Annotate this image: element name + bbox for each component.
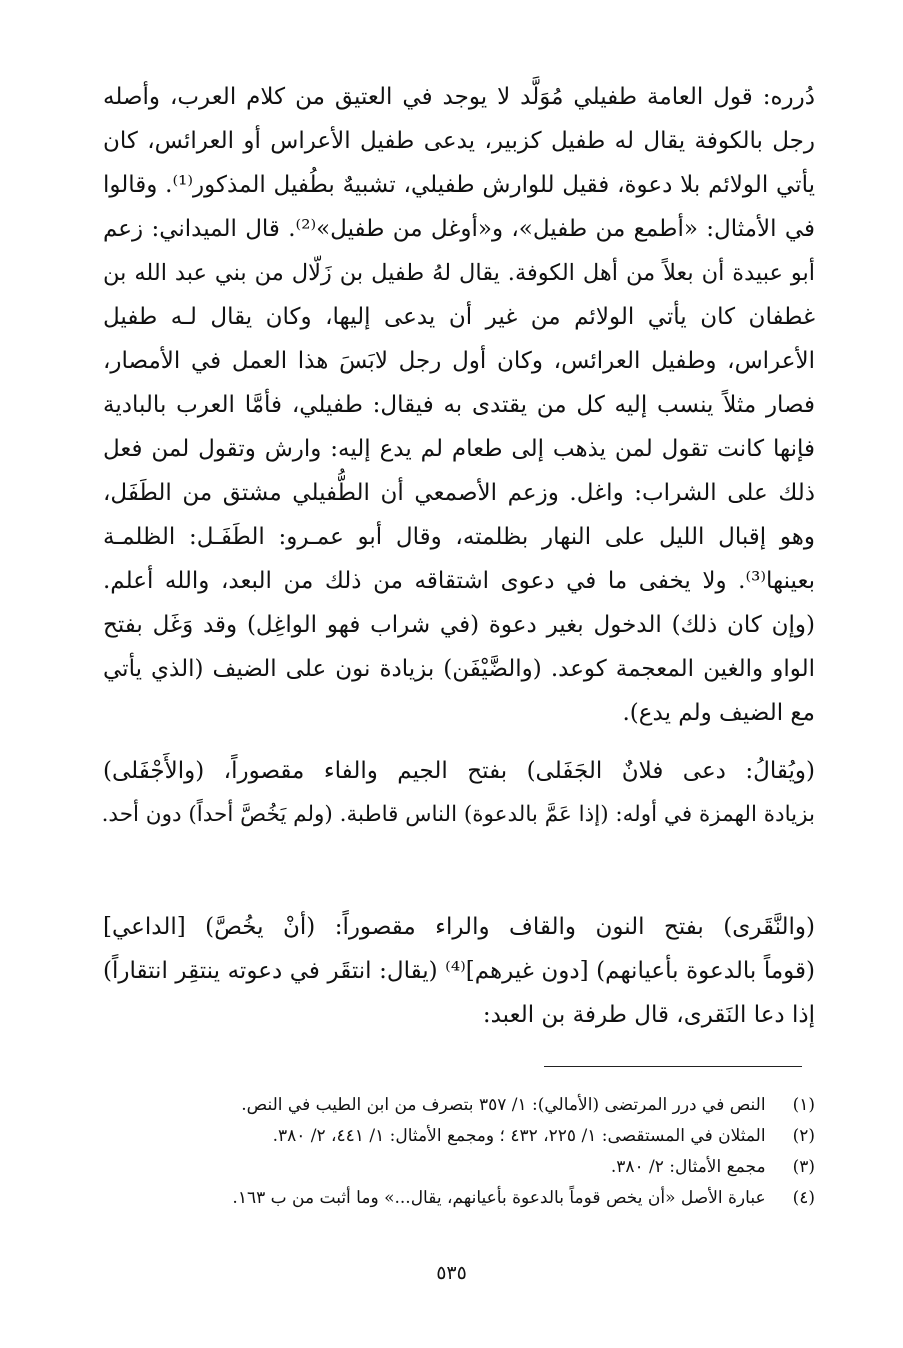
body-line: دُرره: قول العامة طفيلي مُوَلَّد لا يوجد في العتيق من كلام العرب، وأصله (103, 84, 815, 110)
body-line: في الأمثال: «أطمع من طفيل»، و«أوغل من طفيل»⁽²⁾. قال الميداني: زعم (103, 216, 815, 242)
body-line: (والنَّقَرى) بفتح النون والقاف والراء مقصوراً: (أنْ يخُصَّ) [الداعي] (103, 914, 815, 940)
footnote-text: المثلان في المستقصى: ١/ ٢٢٥، ٤٣٢ ؛ ومجمع الأمثال: ١/ ٤٤١، ٢/ ٣٨٠. (272, 1126, 766, 1146)
footnote-text: عبارة الأصل «أن يخص قوماً بالدعوة بأعيانهم، يقال...» وما أثبت من ب ١٦٣. (232, 1188, 766, 1208)
body-line: مع الضيف ولم يدع). (622, 700, 815, 726)
body-line: الأعراس، وطفيل العرائس، وكان أول رجل لابَسَ هذا العمل في الأمصار، (103, 348, 815, 374)
body-line: ذلك على الشراب: واغل. وزعم الأصمعي أن الطُّفيلي مشتق من الطَفَل، (103, 480, 815, 506)
body-line: (ويُقالُ: دعى فلانٌ الجَفَلى) بفتح الجيم والفاء مقصوراً، (والأَجْفَلى) (103, 758, 815, 784)
body-line: يأتي الولائم بلا دعوة، فقيل للوارش طفيلي، تشبيهٌ بطُفيل المذكور⁽¹⁾. وقالوا (103, 172, 815, 198)
body-line: رجل بالكوفة يقال له طفيل كزبير، يدعى طفيل الأعراس أو العرائس، كان (103, 128, 815, 154)
footnote (103, 1155, 815, 1179)
footnote-number: (٣) (792, 1157, 815, 1177)
footnote-number: (٤) (792, 1188, 815, 1208)
body-line: وهو إقبال الليل على النهار بظلمته، وقال أبو عمـرو: الطَفَـل: الظلمـة (103, 524, 815, 550)
body-line: (قوماً بالدعوة بأعيانهم) [دون غيرهم]⁽⁴⁾ (يقال: انتقَر في دعوته ينتقِر انتقاراً) (103, 958, 815, 984)
body-line: بزيادة الهمزة في أوله: (إذا عَمَّ بالدعوة) الناس قاطبة. (ولم يَخُصَّ أحداً) دون أحد. (101, 802, 815, 827)
footnote (103, 1124, 815, 1148)
body-line: فصار مثلاً ينسب إليه كل من يقتدى به فيقال: طفيلي، فأمَّا العرب بالبادية (103, 392, 815, 418)
body-line: الواو والغين المعجمة كوعد. (والضَّيْفَن) بزيادة نون على الضيف (الذي يأتي (103, 656, 815, 682)
footnote-text: مجمع الأمثال: ٢/ ٣٨٠. (610, 1157, 766, 1177)
footnote-number: (١) (792, 1095, 815, 1115)
body-line: بعينها⁽³⁾. ولا يخفى ما في دعوى اشتقاقه من ذلك من البعد، والله أعلم. (103, 568, 815, 594)
footnote (103, 1186, 815, 1210)
footnote-number: (٢) (792, 1126, 815, 1146)
body-line: غطفان كان يأتي الولائم من غير أن يدعى إليها، وكان يقال لـه طفيل (103, 304, 815, 330)
body-line: إذا دعا النَقرى، قال طرفة بن العبد: (482, 1002, 815, 1028)
footnote-separator (544, 1066, 802, 1067)
body-line: (وإن كان ذلك) الدخول بغير دعوة (في شراب فهو الواغِل) وقد وَغَل بفتح (103, 612, 815, 638)
body-line: أبو عبيدة أن بعلاً من أهل الكوفة. يقال لهُ طفيل بن زَلّال من بني عبد الله بن (103, 260, 815, 286)
body-line: فإنها كانت تقول لمن يذهب إلى طعام لم يدع إليه: وارش وتقول لمن فعل (103, 436, 815, 462)
footnote-text: النص في درر المرتضى (الأمالي): ١/ ٣٥٧ بتصرف من ابن الطيب في النص. (241, 1095, 766, 1115)
page-number: ٥٣٥ (436, 1262, 467, 1284)
footnote (103, 1093, 815, 1117)
